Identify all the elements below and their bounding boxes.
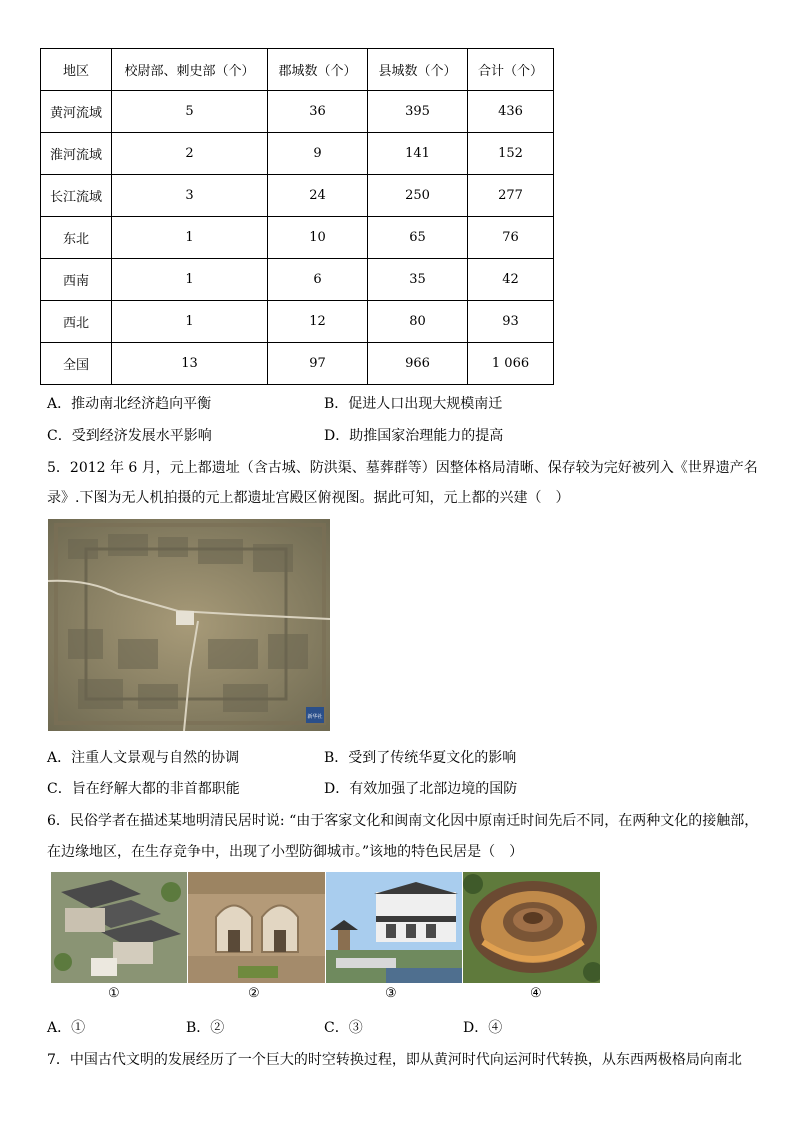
table-cell: 东北 [41,217,112,259]
q5-stem-line1: 5．2012 年 6 月，元上都遗址（含古城、防洪渠、墓葬群等）因整体格局清晰、保存较为完好被列入《世界遗产名 [47,460,758,476]
table-cell: 277 [468,175,554,217]
table-cell: 黄河流域 [41,91,112,133]
q5-option-a[interactable]: A．注重人文景观与自然的协调 [47,750,240,766]
residence-photo-1 [51,872,187,983]
q4-option-d[interactable]: D．助推国家治理能力的提高 [324,428,504,444]
q6-option-c[interactable]: C．③ [324,1020,363,1036]
table-row [41,175,554,217]
table-cell: 2 [112,133,268,175]
table-cell: 长江流域 [41,175,112,217]
photo-caption-4: ④ [530,986,542,1001]
city-statistics-table [40,48,554,385]
q5-option-b[interactable]: B．受到了传统华夏文化的影响 [324,750,517,766]
header-cell: 校尉部、刺史部（个） [112,49,268,91]
table-cell: 97 [268,343,368,385]
table-cell: 966 [368,343,468,385]
photo-caption-1: ① [108,986,120,1001]
q5-option-c[interactable]: C．旨在纾解大都的非首都职能 [47,781,240,797]
table-cell: 6 [268,259,368,301]
table-cell: 1 [112,259,268,301]
watermark-logo-text: 新华社 [307,714,323,720]
table-cell: 3 [112,175,268,217]
table-cell: 1 066 [468,343,554,385]
photo-caption-3: ③ [385,986,397,1001]
table-cell: 淮河流域 [41,133,112,175]
table-cell: 436 [468,91,554,133]
table-cell: 65 [368,217,468,259]
table-cell: 250 [368,175,468,217]
q4-option-a[interactable]: A．推动南北经济趋向平衡 [47,396,212,412]
aerial-photo-drawing [48,519,330,731]
aerial-photo [48,519,330,731]
table-row [41,91,554,133]
table-cell: 80 [368,301,468,343]
table-cell: 141 [368,133,468,175]
table-cell: 13 [112,343,268,385]
table-cell: 76 [468,217,554,259]
residence-photo-2 [188,872,325,983]
tulou-drawing [463,872,600,983]
table-cell: 10 [268,217,368,259]
table-row [41,301,554,343]
cave-dwelling-drawing [188,872,325,983]
table-header-row [41,49,554,91]
header-cell: 县城数（个） [368,49,468,91]
table-cell: 42 [468,259,554,301]
table-row [41,343,554,385]
table-cell: 35 [368,259,468,301]
table-row [41,217,554,259]
residence-photo-4 [463,872,600,983]
header-cell: 郡城数（个） [268,49,368,91]
q6-option-b[interactable]: B．② [186,1020,225,1036]
table-cell: 36 [268,91,368,133]
table-cell: 1 [112,217,268,259]
table-row [41,259,554,301]
header-cell: 合计（个） [468,49,554,91]
table-cell: 5 [112,91,268,133]
q6-stem-line2: 在边缘地区，在生存竞争中，出现了小型防御城市。”该地的特色民居是（ ） [47,844,524,860]
table-cell: 9 [268,133,368,175]
q7-stem-line1: 7．中国古代文明的发展经历了一个巨大的时空转换过程，即从黄河时代向运河时代转换，从东西两极格局向南北 [47,1052,742,1068]
huizhou-house-drawing [326,872,462,983]
table-row [41,133,554,175]
table-cell: 全国 [41,343,112,385]
header-cell: 地区 [41,49,112,91]
q4-option-c[interactable]: C．受到经济发展水平影响 [47,428,212,444]
table-cell: 西北 [41,301,112,343]
courtyard-house-drawing [51,872,187,983]
residence-photo-3 [326,872,462,983]
q6-stem-line1: 6．民俗学者在描述某地明清民居时说: “由于客家文化和闽南文化因中原南迁时间先后不同，在两种文化的接触部， [47,813,759,829]
table-cell: 395 [368,91,468,133]
table-cell: 1 [112,301,268,343]
photo-caption-2: ② [248,986,260,1001]
q6-option-a[interactable]: A．① [47,1020,86,1036]
table-cell: 152 [468,133,554,175]
q6-option-d[interactable]: D．④ [463,1020,503,1036]
q4-option-b[interactable]: B．促进人口出现大规模南迁 [324,396,503,412]
q5-option-d[interactable]: D．有效加强了北部边境的国防 [324,781,518,797]
table-cell: 西南 [41,259,112,301]
table-cell: 24 [268,175,368,217]
table-cell: 12 [268,301,368,343]
q5-stem-line2: 录》.下图为无人机拍摄的元上都遗址宫殿区俯视图。据此可知，元上都的兴建（ ） [47,490,570,506]
table-cell: 93 [468,301,554,343]
